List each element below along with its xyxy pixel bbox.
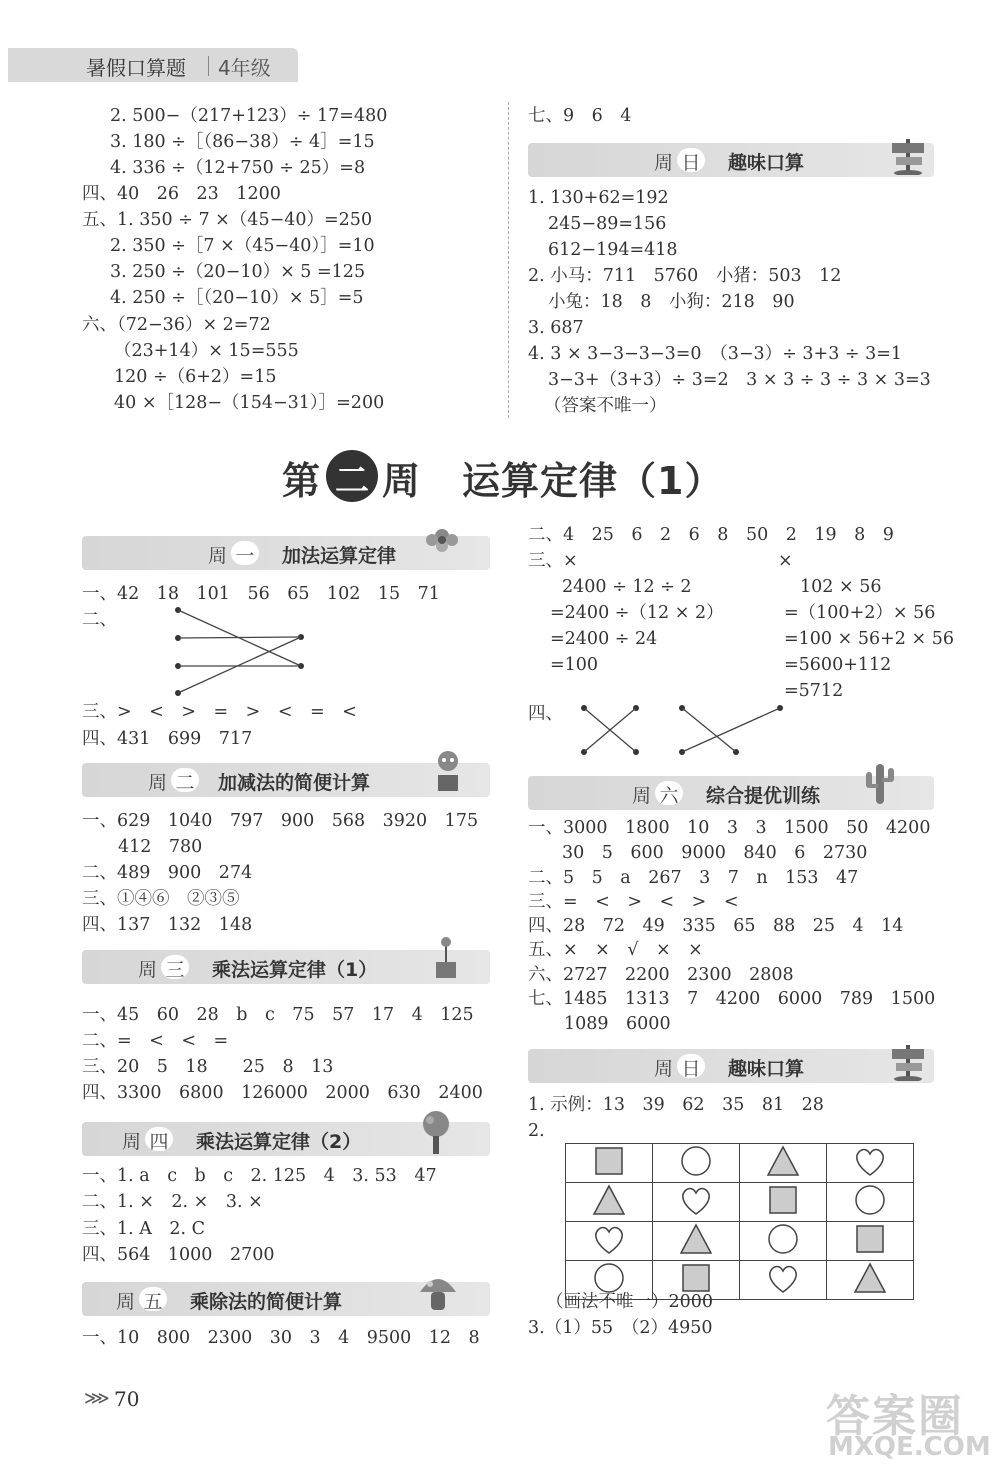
answer-line: 三、20 5 18 25 8 13 [82, 1057, 334, 1077]
circle-icon [740, 1222, 827, 1261]
header-tab [8, 48, 298, 82]
heart-icon [653, 1183, 740, 1222]
banner-title: 乘除法的简便计算 [190, 1291, 343, 1313]
potted-plant-icon [428, 749, 468, 795]
circle-icon [827, 1183, 914, 1222]
answer-line: 六、（72−36）× 2=72 [82, 315, 271, 335]
banner-title: 加法运算定律 [282, 545, 397, 567]
answer-line: 五、× × √ × × [528, 940, 703, 960]
banner-thursday [82, 1122, 490, 1156]
answer-line: =（100+2）× 56 [784, 603, 936, 623]
circle-icon [653, 1144, 740, 1183]
answer-line: 一、1. a c b c 2. 125 4 3. 53 47 [82, 1166, 437, 1186]
answer-line: 2. 500−（217+123）÷ 17=480 [110, 106, 388, 126]
crossing-lines-diagram [576, 700, 788, 760]
answer-line: 1. 130+62=192 [528, 188, 669, 208]
answer-line: 二、4 25 6 2 6 8 50 2 19 8 9 [528, 525, 894, 545]
answer-line: 一、10 800 2300 30 3 4 9500 12 8 [82, 1328, 480, 1348]
answer-line: 二、 [82, 610, 117, 630]
banner-monday [82, 536, 490, 570]
week-title-prefix: 第 [282, 459, 321, 503]
column-divider [508, 102, 510, 418]
heart-icon [566, 1222, 653, 1261]
answer-line: 二、1. × 2. × 3. × [82, 1192, 263, 1212]
answer-line: 102 × 56 [800, 577, 882, 597]
answer-line: 3. 687 [528, 318, 584, 338]
shape-grid-row [566, 1222, 914, 1261]
week-title [0, 446, 1000, 506]
answer-line: 4. 250 ÷［（20−10）× 5］=5 [110, 288, 364, 308]
answer-line: 一、42 18 101 56 65 102 15 71 [82, 584, 440, 604]
answer-line: （23+14）× 15=555 [114, 341, 299, 361]
banner-day-tag: 周 日 [654, 148, 705, 175]
answer-line: 一、629 1040 797 900 568 3920 175 [82, 811, 479, 831]
answer-line: （画法不唯一）2000 [546, 1292, 714, 1312]
answer-line: =5712 [784, 681, 844, 701]
answer-line: =5600+112 [784, 655, 892, 675]
banner-title: 综合提优训练 [706, 785, 821, 807]
answer-line: 四、40 26 23 1200 [82, 184, 281, 204]
banner-day-tag: 周 三 [138, 955, 189, 982]
cactus-icon [860, 760, 900, 806]
watermark-logo: 答案圈 [826, 1391, 964, 1442]
book-title: 暑假口算题 [86, 56, 186, 80]
answer-line: 1. 示例：13 39 62 35 81 28 [528, 1095, 824, 1115]
triangle-icon [566, 1183, 653, 1222]
answer-line: 四、 [528, 704, 563, 724]
heart-icon [740, 1261, 827, 1300]
answer-line: 3. 250 ÷（20−10）× 5 =125 [110, 262, 366, 282]
header-separator [208, 56, 209, 76]
answer-line: 七、1485 1313 7 4200 6000 789 1500 [528, 989, 936, 1009]
week-title-suffix: 周 [382, 459, 421, 503]
square-icon [740, 1183, 827, 1222]
answer-line: 4. 3 × 3−3−3−3=0 （3−3）÷ 3+3 ÷ 3=1 [528, 344, 903, 364]
triangle-icon [740, 1144, 827, 1183]
banner-saturday [528, 776, 934, 810]
answer-line: 七、9 6 4 [528, 106, 632, 126]
answer-line: 245−89=156 [548, 214, 667, 234]
answer-line: 4. 336 ÷（12+750 ÷ 25）=8 [110, 158, 366, 178]
week-number-badge: 二 [326, 450, 378, 502]
banner-day-tag: 周 五 [116, 1287, 167, 1314]
page-number: 70 [114, 1387, 140, 1411]
answer-line: =100 [550, 655, 599, 675]
banner-sunday [528, 1049, 934, 1083]
answer-line: 612−194=418 [548, 240, 678, 260]
week-topic: 运算定律（1） [462, 459, 724, 503]
answer-line: 3.（1）55 （2）4950 [528, 1318, 713, 1338]
signpost-icon [888, 129, 928, 175]
answer-line: 40 ×［128−（154−31）］=200 [114, 393, 385, 413]
grade-label: 4年级 [218, 56, 271, 80]
answer-line: 四、28 72 49 335 65 88 25 4 14 [528, 916, 904, 936]
banner-title: 加减法的简便计算 [218, 772, 371, 794]
footer-arrows: ⋙ [84, 1388, 110, 1409]
answer-line: 一、45 60 28 b c 75 57 17 4 125 [82, 1005, 474, 1025]
triangle-icon [827, 1261, 914, 1300]
answer-line: × [778, 551, 793, 571]
square-icon [566, 1144, 653, 1183]
tree-icon [416, 1110, 456, 1156]
answer-line: 四、564 1000 2700 [82, 1245, 275, 1265]
answer-line: 小兔：18 8 小狗：218 90 [548, 292, 795, 312]
banner-title: 乘法运算定律（2） [196, 1131, 362, 1153]
mushroom-icon [418, 1270, 458, 1316]
answer-line: 二、489 900 274 [82, 863, 253, 883]
heart-icon [827, 1144, 914, 1183]
answer-line: （答案不唯一） [544, 396, 667, 416]
shape-grid [565, 1143, 914, 1300]
answer-line: 四、137 132 148 [82, 915, 253, 935]
answer-line: 30 5 600 9000 840 6 2730 [562, 843, 868, 863]
banner-tuesday [82, 763, 490, 797]
watermark-url: MXQE.COM [828, 1432, 991, 1462]
answer-line: =2400 ÷ 24 [550, 629, 658, 649]
answer-line: 412 780 [118, 837, 203, 857]
banner-wednesday [82, 950, 490, 984]
answer-line: 2. 350 ÷［7 ×（45−40）］=10 [110, 236, 375, 256]
answer-line: 三、1. A 2. C [82, 1219, 206, 1239]
answer-line: 二、5 5 a 267 3 7 n 153 47 [528, 868, 859, 888]
answer-line: 2. 小马：711 5760 小猪：503 12 [528, 266, 842, 286]
answer-line: 四、431 699 717 [82, 729, 253, 749]
answer-line: 3. 180 ÷［（86−38）÷ 4］=15 [110, 132, 375, 152]
answer-line: 1089 6000 [564, 1014, 671, 1034]
answer-line: 三、①④⑥ ②③⑤ [82, 889, 240, 909]
banner-title: 乘法运算定律（1） [212, 959, 378, 981]
banner-day-tag: 周 四 [122, 1127, 173, 1154]
answer-line: =100 × 56+2 × 56 [784, 629, 954, 649]
banner-title: 趣味口算 [728, 1058, 805, 1080]
banner-title: 趣味口算 [728, 152, 805, 174]
answer-line: 一、3000 1800 10 3 3 1500 50 4200 [528, 818, 931, 838]
answer-line: 五、1. 350 ÷ 7 ×（45−40）=250 [82, 210, 373, 230]
shape-grid-row [566, 1144, 914, 1183]
answer-line: 三、> < > = > < = < [82, 702, 357, 722]
answer-line: 120 ÷（6+2）=15 [114, 367, 277, 387]
banner-day-tag: 周 二 [148, 768, 199, 795]
answer-line: 三、× [528, 551, 578, 571]
answer-line: 三、= < > < > < [528, 892, 739, 912]
square-icon [827, 1222, 914, 1261]
banner-day-tag: 周 一 [208, 541, 259, 568]
flower-icon [422, 522, 462, 568]
answer-line: 二、= < < = [82, 1031, 229, 1051]
answer-line: =2400 ÷（12 × 2） [550, 603, 724, 623]
flower-pot-icon [426, 934, 466, 980]
banner-sunday-top [528, 143, 934, 177]
signpost-icon [888, 1035, 928, 1081]
banner-friday [82, 1282, 490, 1316]
answer-line: 六、2727 2200 2300 2808 [528, 965, 794, 985]
answer-line: 2400 ÷ 12 ÷ 2 [562, 577, 692, 597]
answer-line: 四、3300 6800 126000 2000 630 2400 [82, 1083, 483, 1103]
shape-grid-row [566, 1183, 914, 1222]
answer-line: 2. [528, 1121, 545, 1141]
matching-lines-diagram [170, 604, 310, 700]
triangle-icon [653, 1222, 740, 1261]
banner-day-tag: 周 六 [632, 781, 683, 808]
answer-line: 3−3+（3+3）÷ 3=2 3 × 3 ÷ 3 ÷ 3 × 3=3 [548, 370, 931, 390]
banner-day-tag: 周 日 [654, 1054, 705, 1081]
